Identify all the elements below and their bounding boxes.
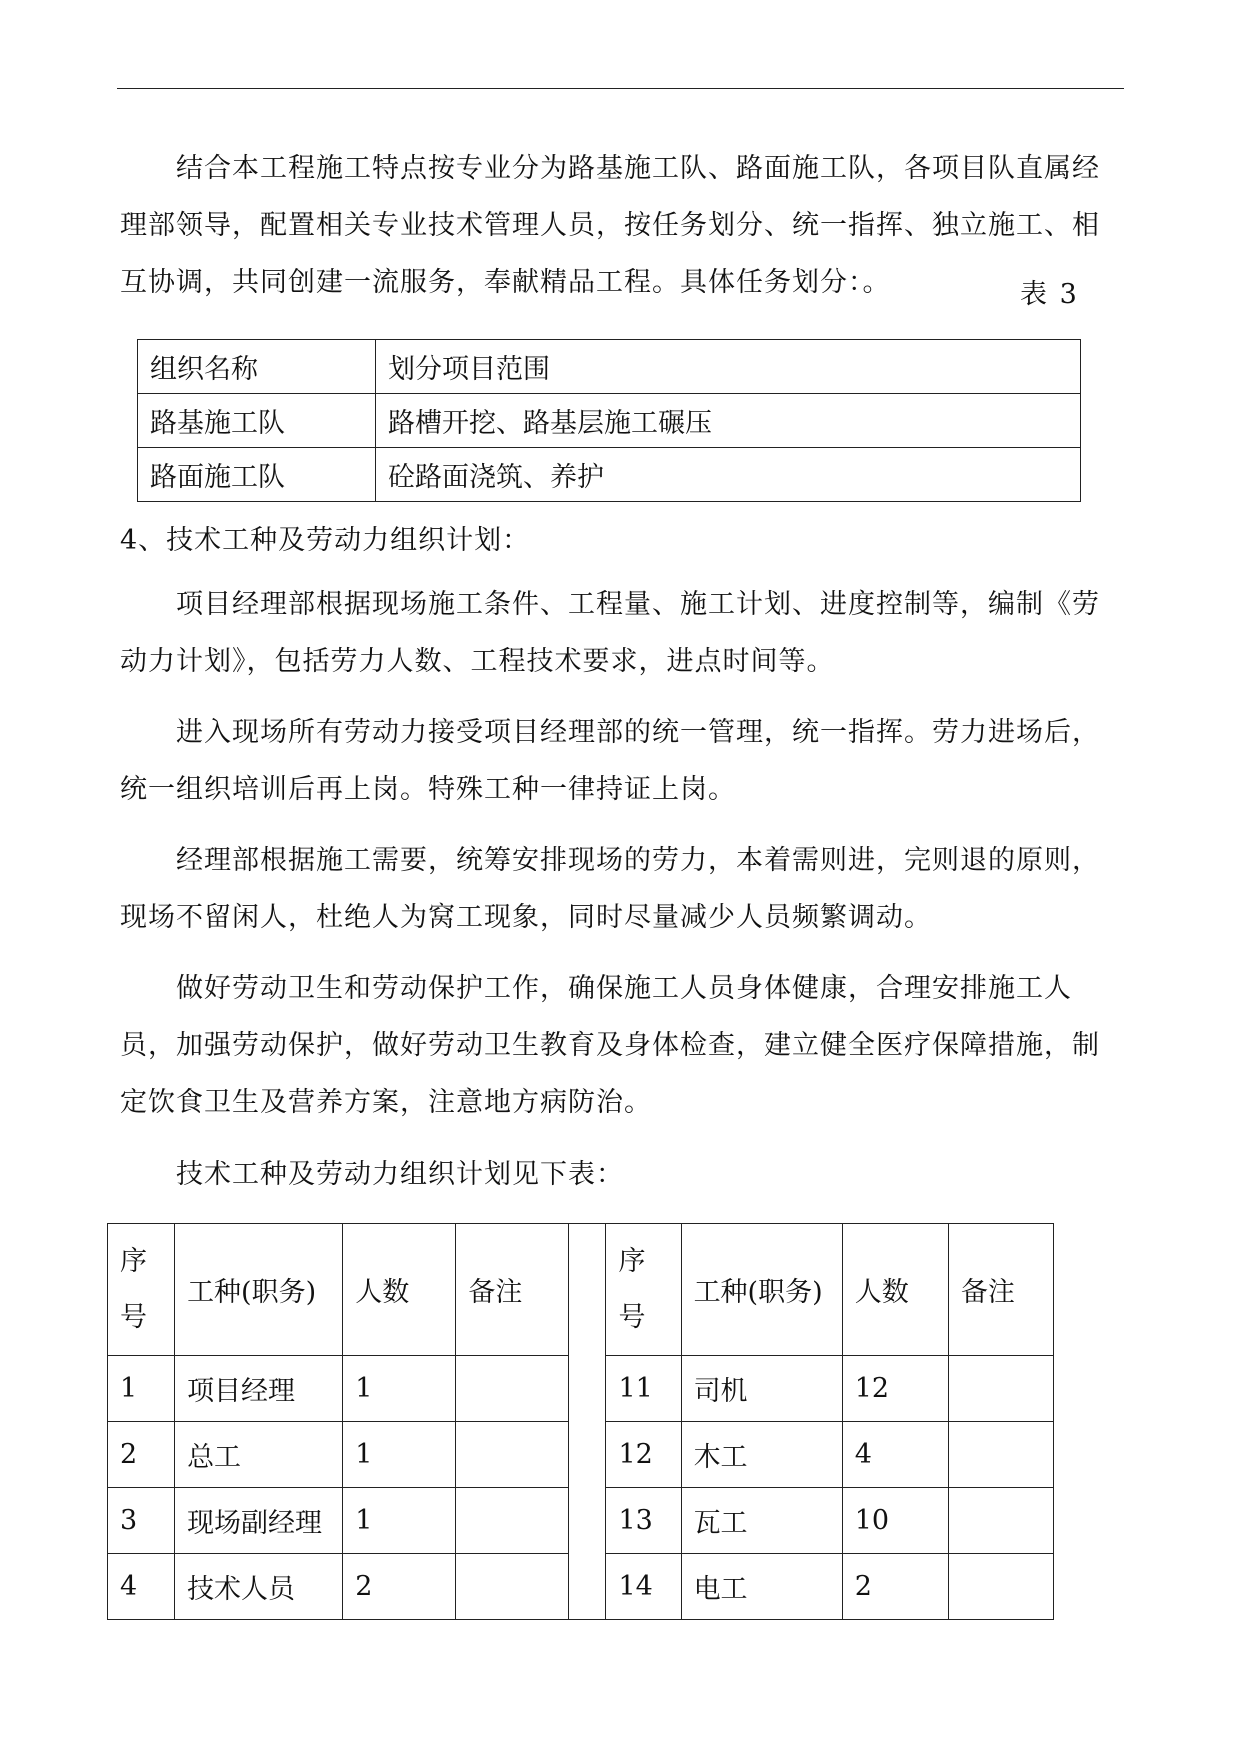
table-header-row xyxy=(138,340,1081,394)
count-cell: 1 xyxy=(343,1488,456,1554)
org-name-cell: 路面施工队 xyxy=(138,448,376,502)
job-cell: 木工 xyxy=(681,1422,842,1488)
paragraph-table-intro: 技术工种及劳动力组织计划见下表： xyxy=(176,1159,624,1190)
note-cell xyxy=(948,1488,1053,1554)
header-scope: 划分项目范围 xyxy=(376,340,1081,394)
table-caption: 表 3 xyxy=(1020,279,1079,310)
table-row xyxy=(138,394,1081,448)
seq-cell: 3 xyxy=(108,1488,175,1554)
header-job: 工种(职务) xyxy=(681,1224,842,1356)
seq-cell: 1 xyxy=(108,1356,175,1422)
count-cell: 4 xyxy=(842,1422,948,1488)
paragraph-labor-plan: 项目经理部根据现场施工条件、工程量、施工计划、进度控制等，编制《劳动力计划》，包括劳力人数、工程技术要求，进点时间等。 xyxy=(120,589,1100,677)
job-cell: 现场副经理 xyxy=(175,1488,343,1554)
seq-cell: 13 xyxy=(606,1488,681,1554)
job-cell: 电工 xyxy=(681,1554,842,1620)
paragraph-arrangement: 经理部根据施工需要，统筹安排现场的劳力，本着需则进，完则退的原则，现场不留闲人，杜绝人为窝工现象，同时尽量减少人员频繁调动。 xyxy=(120,845,1100,933)
table-header-row xyxy=(108,1224,1054,1356)
header-rule xyxy=(117,88,1124,89)
count-cell: 12 xyxy=(842,1356,948,1422)
header-seq: 序 号 xyxy=(606,1224,681,1356)
scope-cell: 路槽开挖、路基层施工碾压 xyxy=(376,394,1081,448)
header-note: 备注 xyxy=(948,1224,1053,1356)
header-note: 备注 xyxy=(456,1224,569,1356)
count-cell: 1 xyxy=(343,1356,456,1422)
paragraph-unified-management: 进入现场所有劳动力接受项目经理部的统一管理，统一指挥。劳力进场后，统一组织培训后再上岗。特殊工种一律持证上岗。 xyxy=(120,717,1100,805)
paragraph-health-protection: 做好劳动卫生和劳动保护工作，确保施工人员身体健康，合理安排施工人员，加强劳动保护，做好劳动卫生教育及身体检查，建立健全医疗保障措施，制定饮食卫生及营养方案，注意地方病防治。 xyxy=(120,973,1100,1118)
count-cell: 10 xyxy=(842,1488,948,1554)
header-seq: 序 号 xyxy=(108,1224,175,1356)
note-cell xyxy=(948,1422,1053,1488)
column-spacer xyxy=(569,1224,606,1620)
seq-cell: 11 xyxy=(606,1356,681,1422)
table-row xyxy=(138,448,1081,502)
note-cell xyxy=(456,1356,569,1422)
header-org-name: 组织名称 xyxy=(138,340,376,394)
note-cell xyxy=(948,1554,1053,1620)
paragraph-intro: 结合本工程施工特点按专业分为路基施工队、路面施工队，各项目队直属经理部领导，配置相关专业技术管理人员，按任务划分、统一指挥、独立施工、相互协调，共同创建一流服务，奉献精品工程。具体任务划分：。 xyxy=(120,153,1100,298)
task-division-table xyxy=(137,339,1081,502)
seq-cell: 12 xyxy=(606,1422,681,1488)
count-cell: 2 xyxy=(842,1554,948,1620)
header-count: 人数 xyxy=(343,1224,456,1356)
note-cell xyxy=(948,1356,1053,1422)
count-cell: 1 xyxy=(343,1422,456,1488)
job-cell: 总工 xyxy=(175,1422,343,1488)
job-cell: 瓦工 xyxy=(681,1488,842,1554)
job-cell: 司机 xyxy=(681,1356,842,1422)
job-cell: 项目经理 xyxy=(175,1356,343,1422)
seq-cell: 4 xyxy=(108,1554,175,1620)
org-name-cell: 路基施工队 xyxy=(138,394,376,448)
seq-cell: 2 xyxy=(108,1422,175,1488)
note-cell xyxy=(456,1554,569,1620)
note-cell xyxy=(456,1488,569,1554)
job-cell: 技术人员 xyxy=(175,1554,343,1620)
count-cell: 2 xyxy=(343,1554,456,1620)
section-heading: 4、技术工种及劳动力组织计划： xyxy=(120,525,531,556)
seq-cell: 14 xyxy=(606,1554,681,1620)
header-job: 工种(职务) xyxy=(175,1224,343,1356)
note-cell xyxy=(456,1422,569,1488)
header-count: 人数 xyxy=(842,1224,948,1356)
labor-plan-table xyxy=(107,1223,1054,1620)
scope-cell: 砼路面浇筑、养护 xyxy=(376,448,1081,502)
